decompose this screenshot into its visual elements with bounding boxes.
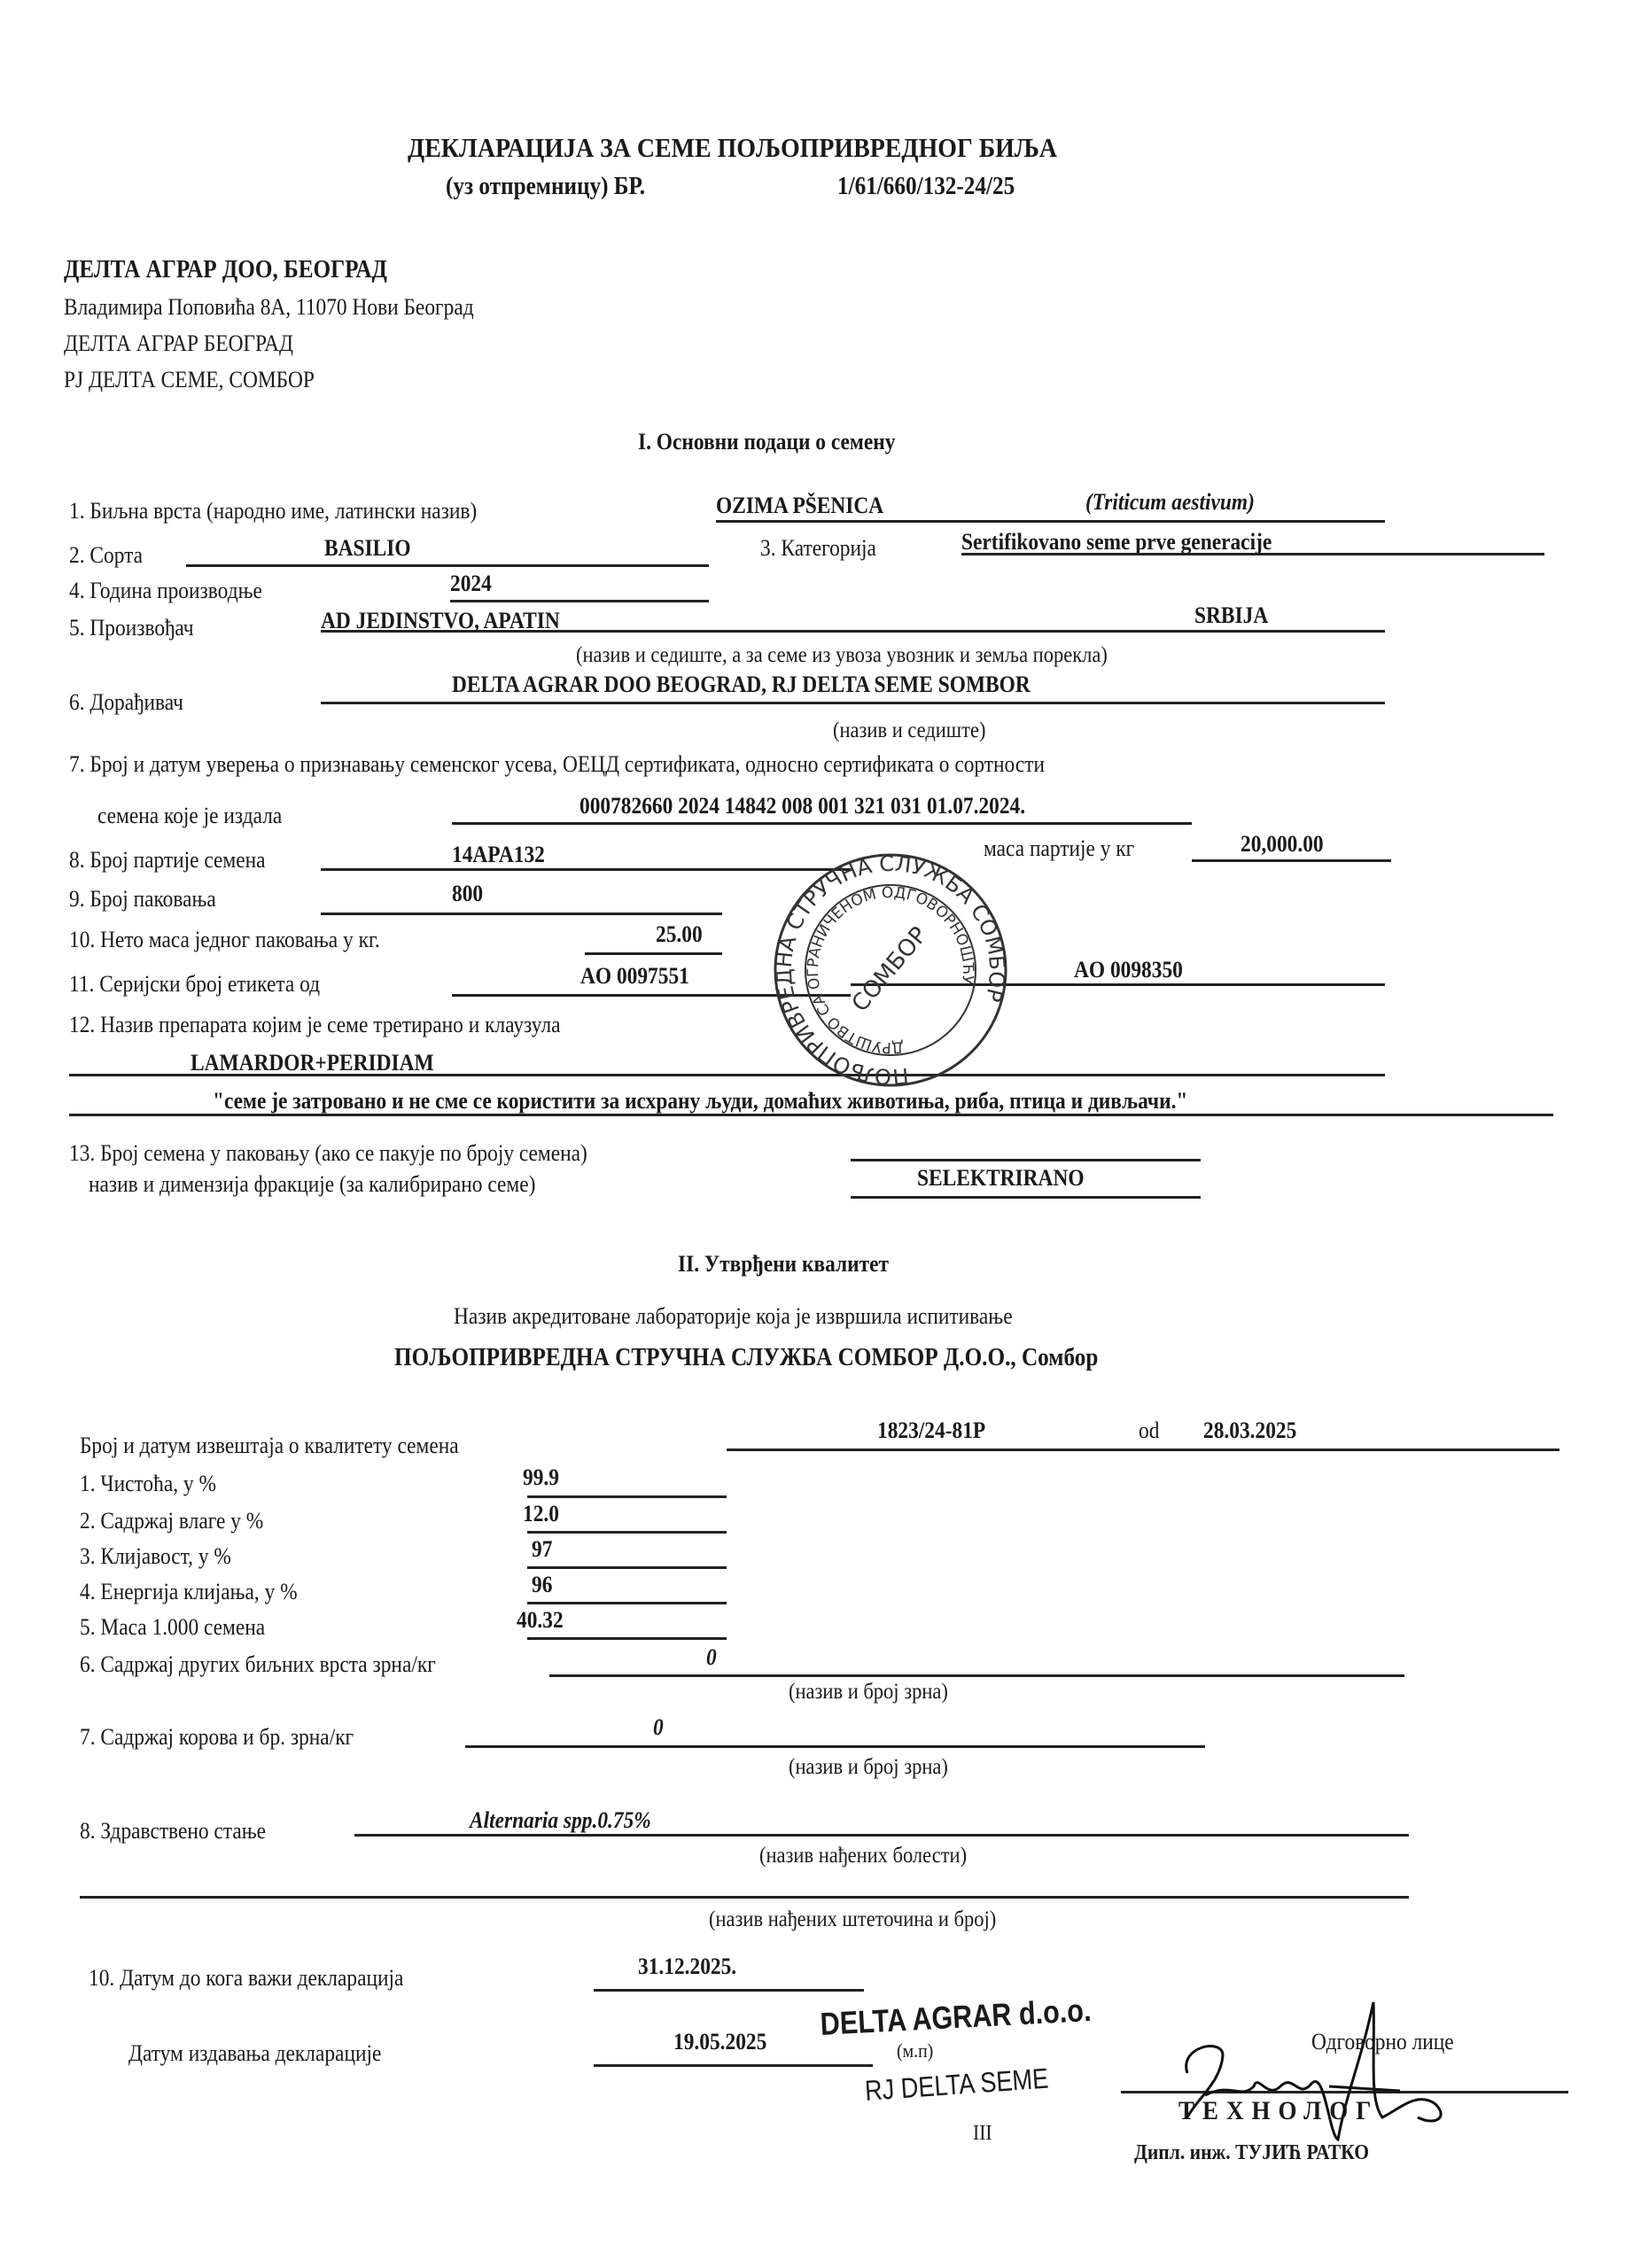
- tkw-value: 40.32: [517, 1607, 564, 1633]
- health-hint: (назив нађених болести): [759, 1844, 968, 1868]
- serial-from: AO 0097551: [580, 963, 689, 989]
- poison-warning: "семе је затровано и не сме се користити за исхрану људи, домаћих животиња, риба, птица и дивљачи.": [213, 1088, 1188, 1114]
- company-address: Владимира Поповића 8А, 11070 Нови Београд: [64, 294, 474, 320]
- category-value: Sertifikovano seme prve generacije: [961, 529, 1272, 555]
- stamp-outer-text: ПОЉОПРИВРЕДНА СТРУЧНА СЛУЖБА СОМБОР: [771, 850, 1010, 1090]
- producer-value: AD JEDINSTVO, APATIN: [321, 608, 560, 633]
- underline: [450, 600, 709, 602]
- responsible-label: Одговорно лице: [1311, 2029, 1454, 2054]
- declaration-number: 1/61/660/132-24/25: [837, 173, 1015, 200]
- other-species-value: 0: [706, 1644, 717, 1670]
- company-name: ДЕЛТА АГРАР ДОО, БЕОГРАД: [64, 256, 387, 284]
- stamp-mp: (м.п): [897, 2039, 934, 2062]
- pests-hint: (назив нађених штеточина и број): [709, 1907, 997, 1931]
- energy-value: 96: [532, 1572, 553, 1597]
- processor-hint: (назив и седиште): [833, 718, 986, 742]
- underline: [321, 913, 722, 915]
- serial-to: AO 0098350: [1074, 957, 1183, 983]
- lab-label: Назив акредитоване лабораторије која је извршила испитивање: [454, 1303, 1013, 1329]
- valid-label: 10. Датум до кога важи декларација: [89, 1965, 404, 1991]
- producer-country: SRBIJA: [1194, 602, 1269, 628]
- category-label: 3. Категорија: [760, 535, 876, 561]
- round-stamp: [771, 850, 1010, 1090]
- underline: [961, 553, 1544, 555]
- stamp-number: III: [973, 2122, 992, 2145]
- lot-mass-label: маса партије у кг: [984, 835, 1135, 861]
- species-latin: (Triticum aestivum): [1085, 489, 1255, 515]
- role: ТЕХНОЛОГ: [1178, 2096, 1380, 2125]
- germination-label: 3. Клијавост, у %: [80, 1543, 231, 1569]
- person-name: Дипл. инж. ТУЈИЋ РАТКО: [1134, 2141, 1370, 2164]
- health-label: 8. Здравствено стање: [80, 1818, 267, 1844]
- weeds-hint: (назив и број зрна): [789, 1755, 948, 1779]
- other-species-hint: (назив и број зрна): [789, 1680, 948, 1704]
- underline: [69, 1114, 1553, 1116]
- producer-label: 5. Произвођач: [69, 615, 194, 641]
- year-label: 4. Година производње: [69, 578, 262, 603]
- company-line3: РЈ ДЕЛТА СЕМЕ, СОМБОР: [64, 367, 315, 392]
- underline: [321, 702, 1385, 704]
- species-common: OZIMA PŠENICA: [716, 493, 884, 518]
- underline: [527, 1637, 727, 1640]
- underline: [1192, 859, 1391, 862]
- net-mass-value: 25.00: [656, 921, 703, 947]
- lot-mass-value: 20,000.00: [1241, 831, 1324, 857]
- processor-label: 6. Дорађивач: [69, 689, 183, 715]
- company-line2: ДЕЛТА АГРАР БЕОГРАД: [64, 330, 293, 356]
- underline: [354, 1834, 1409, 1837]
- fraction-value: SELEKTRIRANO: [917, 1165, 1085, 1191]
- document-title: ДЕКЛАРАЦИЈА ЗА СЕМЕ ПОЉОПРИВРЕДНОГ БИЉА: [408, 132, 1057, 163]
- treatment-value: LAMARDOR+PERIDIAM: [191, 1050, 434, 1076]
- issue-label: Датум издавања декларације: [128, 2040, 382, 2066]
- germination-value: 97: [532, 1536, 553, 1562]
- stamp-inner-text: ДРУШТВО СА ОГРАНИЧЕНОМ ОДГОВОРНОШЋУ: [804, 883, 977, 1057]
- treatment-label: 12. Назив препарата којим је семе третирано и клаузула: [69, 1012, 561, 1037]
- moisture-value: 12.0: [523, 1501, 559, 1526]
- underline: [527, 1495, 727, 1498]
- packages-value: 800: [452, 881, 484, 906]
- serial-label: 11. Серијски број етикета од: [69, 971, 321, 997]
- underline: [594, 1989, 864, 1992]
- cert-value: 000782660 2024 14842 008 001 321 031 01.07.2024.: [579, 793, 1026, 819]
- underline: [69, 1074, 1385, 1076]
- producer-hint: (назив и седиште, а за семе из увоза увозник и земља порекла): [576, 643, 1108, 667]
- delivery-note-label: (уз отпремницу) БР.: [446, 173, 646, 200]
- cert-label-2: семена које је издала: [97, 803, 283, 828]
- company-stamp: DELTA AGRAR d.o.o.: [819, 1991, 1093, 2042]
- moisture-label: 2. Садржај влаге у %: [80, 1508, 264, 1534]
- other-species-label: 6. Садржај других биљних врста зрна/кг: [80, 1651, 436, 1677]
- packages-label: 9. Број паковања: [69, 886, 216, 912]
- weeds-label: 7. Садржај корова и бр. зрна/кг: [80, 1724, 354, 1750]
- health-value: Alternaria spp.0.75%: [470, 1807, 651, 1833]
- signature: [1170, 1984, 1462, 2162]
- underline: [527, 1531, 727, 1534]
- tkw-label: 5. Маса 1.000 семена: [80, 1614, 266, 1640]
- lab-name: ПОЉОПРИВРЕДНА СТРУЧНА СЛУЖБА СОМБОР Д.О.О., Сомбор: [394, 1344, 1099, 1371]
- report-od: od: [1139, 1418, 1160, 1443]
- underline: [549, 1674, 1404, 1677]
- underline: [452, 822, 1192, 825]
- underline: [186, 564, 709, 567]
- net-mass-label: 10. Нето маса једног паковања у кг.: [69, 927, 380, 952]
- year-value: 2024: [450, 571, 492, 596]
- report-number: 1823/24-81P: [877, 1418, 986, 1443]
- seeds-label: 13. Број семена у паковању (ако се пакује по броју семена): [69, 1140, 587, 1166]
- cert-label: 7. Број и датум уверења о признавању семенског усева, ОЕЦД сертификата, односно сертификата о сортности: [69, 751, 1045, 777]
- section1-title: I. Основни подаци о семену: [638, 429, 896, 454]
- purity-label: 1. Чистоћа, у %: [80, 1471, 216, 1496]
- variety-label: 2. Сорта: [69, 542, 143, 568]
- underline: [851, 1159, 1201, 1161]
- report-date: 28.03.2025: [1203, 1418, 1297, 1443]
- fraction-label: назив и димензија фракције (за калибрирано семе): [89, 1171, 536, 1197]
- processor-value: DELTA AGRAR DOO BEOGRAD, RJ DELTA SEME SOMBOR: [452, 672, 1031, 697]
- underline: [465, 1745, 1205, 1748]
- lot-value: 14APA132: [452, 842, 545, 867]
- purity-value: 99.9: [523, 1464, 559, 1490]
- valid-date: 31.12.2025.: [638, 1953, 737, 1979]
- underline: [851, 1196, 1201, 1199]
- report-label: Број и датум извештаја о квалитету семена: [80, 1433, 459, 1458]
- underline: [727, 1449, 1560, 1451]
- underline: [594, 2064, 873, 2067]
- section2-title: II. Утврђени квалитет: [678, 1251, 890, 1277]
- underline: [80, 1896, 1409, 1899]
- underline: [527, 1602, 727, 1604]
- underline: [585, 952, 722, 955]
- lot-label: 8. Број партије семена: [69, 847, 266, 873]
- variety-value: BASILIO: [324, 535, 411, 561]
- stamp-unit: RJ DELTA SEME: [863, 2062, 1050, 2107]
- stamp-center-text: СОМБОР: [846, 921, 933, 1018]
- issue-date: 19.05.2025: [673, 2029, 767, 2054]
- underline: [527, 1566, 727, 1569]
- underline: [716, 520, 1385, 523]
- energy-label: 4. Енергија клијања, у %: [80, 1579, 298, 1604]
- weeds-value: 0: [653, 1714, 664, 1740]
- species-label: 1. Биљна врста (народно име, латински назив): [69, 498, 478, 524]
- underline: [321, 630, 1385, 633]
